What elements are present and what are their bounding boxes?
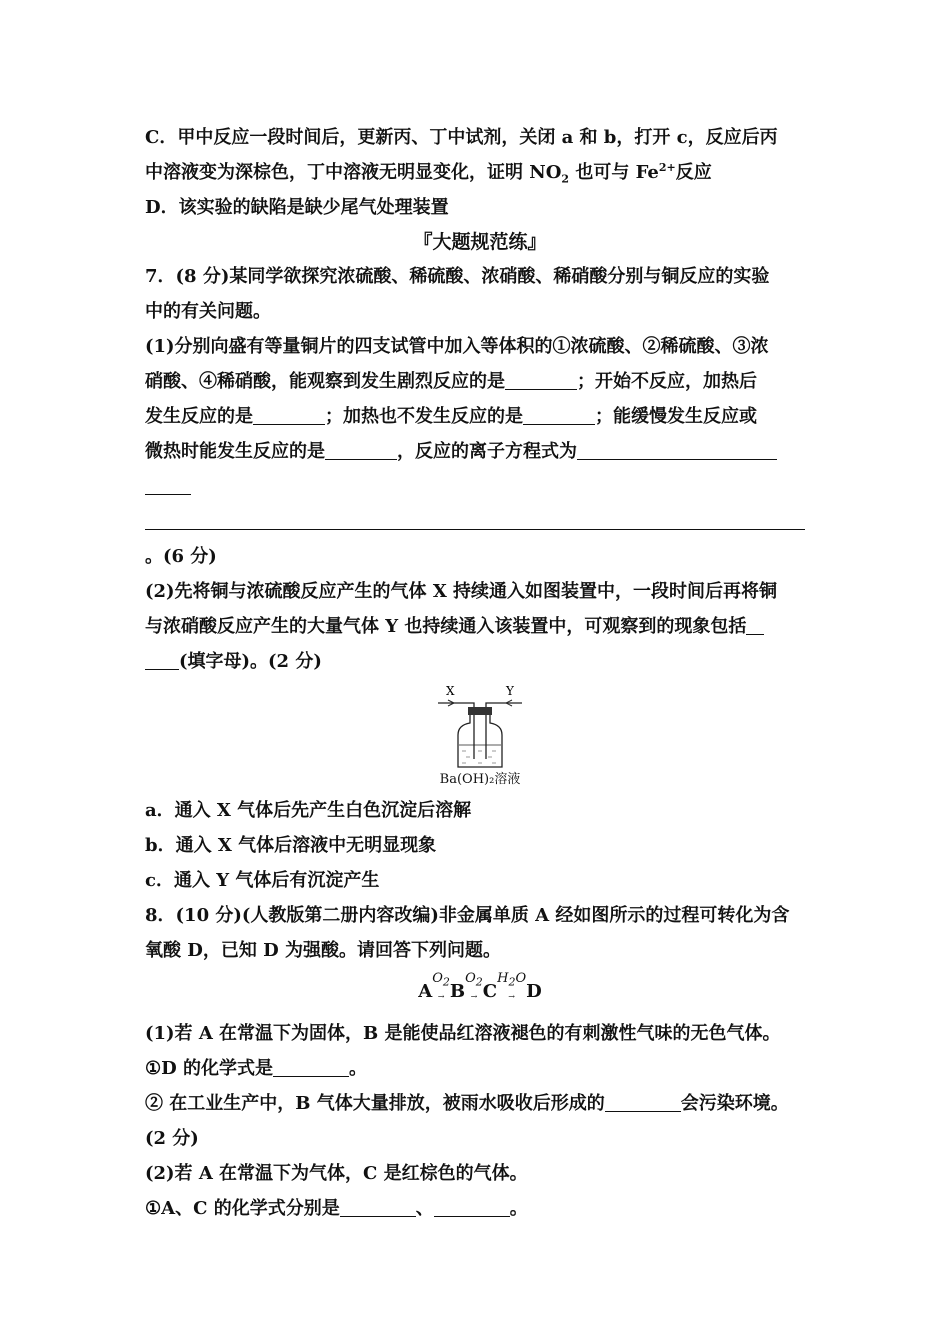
reagent-o2-sub: 2 xyxy=(475,975,483,989)
q8-part2-line-2 xyxy=(145,1191,815,1226)
reaction-scheme xyxy=(145,968,815,1016)
bottle-outline xyxy=(458,715,502,767)
option-c-text-2a: 中溶液变为深棕色，丁中溶液无明显变化，证明 NO xyxy=(145,162,562,183)
arrow-icon: → xyxy=(508,992,515,1001)
reaction-arrow-2 xyxy=(465,970,483,1001)
q8-text-1: 8．(10 分)(人教版第二册内容改编)非金属单质 A 经如图所示的过程可转化为含 xyxy=(145,905,790,926)
q8p2-text-2c: 。 xyxy=(509,1198,528,1219)
arrow-icon: → xyxy=(470,992,478,1001)
q7-option-c-text: c．通入 Y 气体后有沉淀产生 xyxy=(145,870,380,891)
answer-blank[interactable] xyxy=(746,612,764,635)
answer-blank-equation-full[interactable] xyxy=(145,507,805,530)
q8p2-text-2a: ①A、C 的化学式分别是 xyxy=(145,1198,340,1219)
option-d-line xyxy=(145,190,815,225)
answer-blank[interactable] xyxy=(340,1194,416,1217)
q7-option-a-text: a．通入 X 气体后先产生白色沉淀后溶解 xyxy=(145,800,472,821)
q7p1-text-2b: ；开始不反应，加热后 xyxy=(577,371,757,392)
q8-part1-line-1 xyxy=(145,1016,815,1051)
reagent-o2-sub: 2 xyxy=(442,975,450,989)
reagent-o2: O xyxy=(432,971,443,986)
option-c-text-2c: 反应 xyxy=(675,162,712,183)
q7-part1-score-line xyxy=(145,539,815,574)
q8p2-text-1: (2)若 A 在常温下为气体，C 是红棕色的气体。 xyxy=(145,1163,528,1184)
arrow-icon: → xyxy=(437,992,445,1001)
q7-part1-line-4 xyxy=(145,434,815,469)
section-title: 『大题规范练』 xyxy=(413,231,547,253)
fe-superscript: 2+ xyxy=(658,161,676,174)
q7-part1-line-1 xyxy=(145,329,815,364)
q7-part1-line-5 xyxy=(145,469,815,504)
q8-part1-line-3 xyxy=(145,1086,815,1121)
q8p1-text-3a: ② 在工业生产中，B 气体大量排放，被雨水吸收后形成的 xyxy=(145,1093,605,1114)
species-b: B xyxy=(449,981,466,1002)
q7-option-c xyxy=(145,863,815,898)
option-c-line-1 xyxy=(145,120,815,155)
q7p1-text-3a: 发生反应的是 xyxy=(145,406,253,427)
answer-blank[interactable] xyxy=(523,402,595,425)
reaction-arrow-1 xyxy=(432,970,450,1001)
q7-line-2 xyxy=(145,294,815,329)
q7p2-text-3: (填字母)。(2 分) xyxy=(179,651,322,672)
gas-bottle-diagram xyxy=(430,683,530,771)
reagent-h2o-sub: 2 xyxy=(508,975,516,989)
q7-part1-line-2 xyxy=(145,364,815,399)
q8p1-text-2b: 。 xyxy=(349,1058,368,1079)
q7-option-b-text: b．通入 X 气体后溶液中无明显现象 xyxy=(145,835,437,856)
q8-part1-line-4 xyxy=(145,1121,815,1156)
q8-part2-line-1 xyxy=(145,1156,815,1191)
species-d: D xyxy=(526,981,542,1002)
reagent-h2o-h: H xyxy=(497,971,509,986)
q7-part2-line-2 xyxy=(145,609,815,644)
q7-part2-line-3 xyxy=(145,644,815,679)
reagent-h2o-o: O xyxy=(515,971,527,986)
option-c-text: C．甲中反应一段时间后，更新丙、丁中试剂，关闭 a 和 b，打开 c，反应后丙 xyxy=(145,127,778,148)
q8-text-2: 氧酸 D，已知 D 为强酸。请回答下列问题。 xyxy=(145,940,502,961)
answer-blank[interactable] xyxy=(605,1089,681,1112)
q7-part2-line-1 xyxy=(145,574,815,609)
q7-option-b xyxy=(145,828,815,863)
answer-blank[interactable] xyxy=(434,1194,510,1217)
no2-subscript: 2 xyxy=(561,172,570,186)
q8p1-text-3b: 会污染环境。 xyxy=(680,1093,789,1114)
answer-blank-cont[interactable] xyxy=(145,647,179,670)
q7-part1-line-6 xyxy=(145,504,815,539)
option-d-text: D．该实验的缺陷是缺少尾气处理装置 xyxy=(145,197,449,218)
fig-label-y: Y xyxy=(506,684,514,698)
answer-blank-equation[interactable] xyxy=(577,437,777,460)
document-page xyxy=(145,120,815,1226)
q8-line-2 xyxy=(145,933,815,968)
q7p1-text-2a: 硝酸、④稀硝酸，能观察到发生剧烈反应的是 xyxy=(145,371,505,392)
answer-blank[interactable] xyxy=(505,367,577,390)
reagent-o2: O xyxy=(465,971,476,986)
apparatus-figure xyxy=(145,683,815,793)
species-a: A xyxy=(418,981,433,1002)
stopper xyxy=(468,707,492,715)
q7-line-1 xyxy=(145,259,815,294)
q7-part1-line-3 xyxy=(145,399,815,434)
q8p1-text-2a: ①D 的化学式是 xyxy=(145,1058,274,1079)
q7p1-text-4a: 微热时能发生反应的是 xyxy=(145,441,325,462)
q7-text-2: 中的有关问题。 xyxy=(145,301,271,322)
answer-blank[interactable] xyxy=(325,437,397,460)
option-c-line-2 xyxy=(145,155,815,190)
fig-label-x: X xyxy=(446,684,455,698)
species-c: C xyxy=(482,981,498,1002)
q8p1-text-1: (1)若 A 在常温下为固体，B 是能使品红溶液褪色的有刺激性气味的无色气体。 xyxy=(145,1023,781,1044)
q8p2-text-2b: 、 xyxy=(415,1198,434,1219)
q8-part1-line-2 xyxy=(145,1051,815,1086)
q7-text-1: 7．(8 分)某同学欲探究浓硫酸、稀硫酸、浓硝酸、稀硝酸分别与铜反应的实验 xyxy=(145,266,770,287)
q7p2-text-1: (2)先将铜与浓硫酸反应产生的气体 X 持续通入如图装置中，一段时间后再将铜 xyxy=(145,581,778,602)
answer-blank-equation-cont[interactable] xyxy=(145,472,191,495)
q7p1-text-3b: ；加热也不发生反应的是 xyxy=(325,406,523,427)
q7-option-a xyxy=(145,793,815,828)
reaction-arrow-3 xyxy=(497,970,527,1001)
q7p1-text-3c: ；能缓慢发生反应或 xyxy=(595,406,757,427)
q7p2-text-2: 与浓硝酸反应产生的大量气体 Y 也持续通入该装置中，可观察到的现象包括 xyxy=(145,616,747,637)
liquid-hatching xyxy=(462,751,496,763)
q7p1-text-4b: ，反应的离子方程式为 xyxy=(397,441,577,462)
figure-caption: Ba(OH)₂溶液 xyxy=(439,772,521,787)
answer-blank[interactable] xyxy=(253,402,325,425)
answer-blank[interactable] xyxy=(273,1054,349,1077)
option-c-text-2b: 也可与 Fe xyxy=(569,162,659,183)
q7p1-score: 。(6 分) xyxy=(145,546,217,567)
q8-line-1 xyxy=(145,898,815,933)
q7p1-text-1: (1)分别向盛有等量铜片的四支试管中加入等体积的①浓硫酸、②稀硫酸、③浓 xyxy=(145,336,769,357)
q8p1-score: (2 分) xyxy=(145,1128,199,1149)
